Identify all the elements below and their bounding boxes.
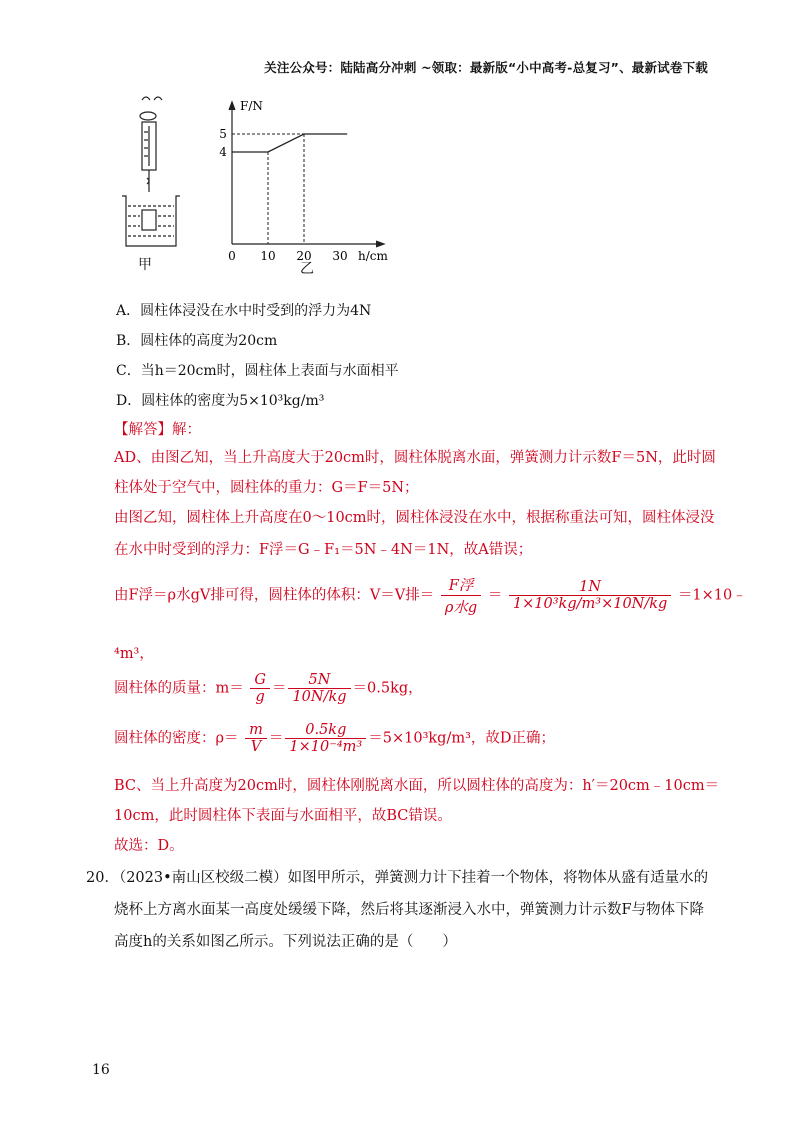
question20-line2: 烧杯上方离水面某一高度处缓缓下降，然后将其逐渐浸入水中，弹簧测力计示数F与物体下降 — [114, 902, 705, 918]
option-c: C．当h＝20cm时，圆柱体上表面与水面相平 — [116, 363, 399, 379]
page-header: 关注公众号：陆陆高分冲刺 ~领取：最新版“小中高考-总复习”、最新试卷下载 — [264, 60, 708, 75]
x-tick-label: 20 — [296, 249, 312, 263]
answer-p1b: 柱体处于空气中，圆柱体的重力：G＝F＝5N； — [114, 480, 419, 496]
fraction-volume: $\frac{1N}{\text{1×10³kg/m³×10N/kg}}$ — [509, 579, 671, 612]
fraction-buoyancy: $\frac{\text{F浮}}{\text{ρ水g}}$ — [441, 574, 481, 617]
option-a: A．圆柱体浸没在水中时受到的浮力为4N — [116, 303, 372, 319]
volume-suffix: ＝1×10﹣ — [677, 587, 747, 604]
answer-p6b: 10cm，此时圆柱体下表面与水面相平，故BC错误。 — [114, 808, 452, 824]
x-axis-label: h/cm — [358, 249, 388, 263]
y-tick-label: 5 — [219, 127, 227, 141]
question20-line1: 20．（2023•南山区校级二模）如图甲所示，弹簧测力计下挂着一个物体，将物体从盛有适量水的 — [86, 870, 709, 886]
answer-volume-cont: ⁴m³， — [114, 646, 154, 662]
x-tick-label: 0 — [228, 249, 236, 263]
force-height-graph — [219, 94, 402, 264]
answer-p2a: 由图乙知，圆柱体上升高度在0～10cm时，圆柱体浸没在水中，根据称重法可知，圆柱体浸没 — [114, 510, 715, 526]
answer-p6a: BC、当上升高度为20cm时，圆柱体刚脱离水面，所以圆柱体的高度为：h′＝20cm﹣10cm＝ — [114, 778, 720, 794]
figure-label-yi: 乙 — [300, 261, 314, 277]
page-number: 16 — [92, 1062, 110, 1078]
option-d: D．圆柱体的密度为5×10³kg/m³ — [116, 393, 325, 409]
fraction-g: $\frac{G}{g}$ — [250, 672, 270, 705]
answer-mass-line: 圆柱体的质量：m＝ $\frac{G}{g}$ ＝ $\frac{5N}{10N/kg}$ ＝0.5kg， — [114, 672, 423, 705]
series-line-F — [232, 134, 347, 152]
answer-p1a: AD、由图乙知，当上升高度大于20cm时，圆柱体脱离水面，弹簧测力计示数F＝5N，此时圆 — [114, 450, 716, 466]
answer-density-line: 圆柱体的密度：ρ＝ $\frac{m}{V}$ ＝ $\frac{0.5kg}{\text{1×10⁻⁴m³}}$ ＝5×10³kg/m³，故D正确； — [114, 722, 556, 755]
spring-scale-beaker-figure — [114, 92, 194, 252]
volume-prefix: 由F浮＝ρ水gV排可得，圆柱体的体积：V＝V排＝ — [114, 587, 435, 604]
answer-p2b: 在水中时受到的浮力：F浮＝G﹣F₁＝5N﹣4N＝1N，故A错误； — [114, 542, 533, 558]
x-tick-label: 30 — [332, 249, 348, 263]
answer-heading: 【解答】解： — [114, 422, 201, 438]
question20-line3: 高度h的关系如图乙所示。下列说法正确的是（ ） — [114, 934, 457, 950]
fraction-density: $\frac{0.5kg}{\text{1×10⁻⁴m³}}$ — [285, 722, 366, 755]
y-axis-label: F/N — [240, 99, 263, 113]
figure-label-jia: 甲 — [138, 257, 152, 273]
answer-p7: 故选：D。 — [114, 838, 184, 854]
fraction-mass: $\frac{5N}{10N/kg}$ — [288, 672, 350, 705]
y-tick-label: 4 — [219, 145, 227, 159]
option-b: B．圆柱体的高度为20cm — [116, 333, 278, 349]
answer-volume-line: 由F浮＝ρ水gV排可得，圆柱体的体积：V＝V排＝ $\frac{\text{F浮}}{\text{ρ水g}}$ ＝ $\frac{1N}{\text{1×10³kg/m³×10N/kg}}$ ＝1×10﹣ — [114, 574, 747, 617]
fraction-mv: $\frac{m}{V}$ — [245, 722, 267, 755]
x-tick-label: 10 — [260, 249, 276, 263]
figure-area — [110, 92, 410, 282]
